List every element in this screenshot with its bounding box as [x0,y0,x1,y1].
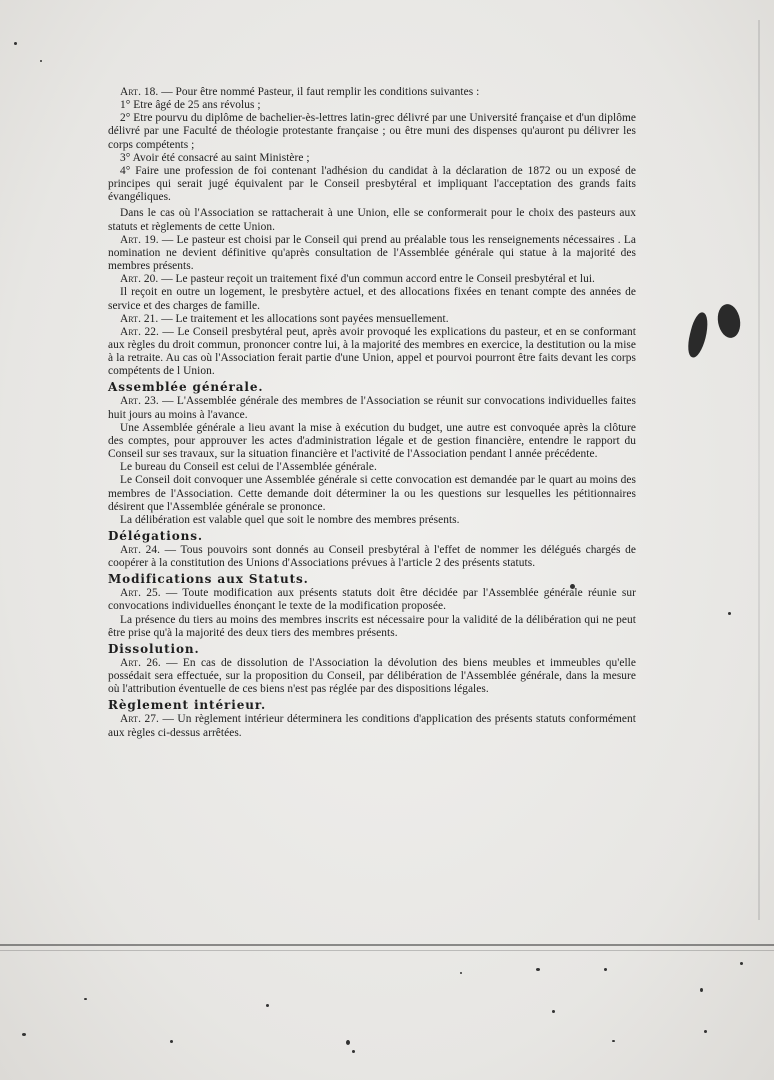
paragraph-text: 1° Etre âgé de 25 ans révolus ; [120,99,261,112]
article-number: Art. 19. [120,233,159,246]
paragraph-text: — Un règlement intérieur déterminera les conditions d'application des présents statuts conformément aux règles ci-dessus arrêtées. [108,713,636,739]
paragraph [108,587,636,613]
paragraph [108,207,636,233]
section-heading: Règlement intérieur. [108,698,267,713]
article-number: Art. 26. [120,656,161,669]
paragraph [108,461,636,474]
paragraph [108,152,636,165]
paragraph [108,713,636,739]
paragraph-text: — L'Assemblée générale des membres de l'Association se réunit sur convocations individuelles faites huit jours au moins à l'avance. [108,395,636,421]
paragraph-text: 2° Etre pourvu du diplôme de bachelier-ès-lettres latin-grec délivré par une Université française et d'un diplôme délivré par une Faculté de théologie protestante française ; ou être muni des dispenses qu'auront pu délivrer les corps compétents ; [108,112,636,151]
fold-line [0,944,774,946]
paragraph [108,234,636,273]
statuts-text [108,86,636,740]
section-modifications [108,573,636,640]
paragraph-text: — Tous pouvoirs sont donnés au Conseil presbytéral à l'effet de nommer les délégués chargés de coopérer à la constitution des Unions d'Associations prévues à l'article 2 des présents statuts. [108,544,636,570]
paragraph-text: 3° Avoir été consacré au saint Ministère ; [120,151,310,164]
section-heading: Assemblée générale. [108,380,264,395]
section-art22 [108,326,636,379]
paragraph [108,99,636,112]
section-art20 [108,273,636,312]
paragraph-text: Dans le cas où l'Association se rattacherait à une Union, elle se conformerait pour le choix des pasteurs aux statuts et règlements de cette Union. [108,207,636,233]
paragraph [108,86,636,99]
article-number: Art. 25. [120,587,161,600]
paragraph-text: — Toute modification aux présents statuts doit être décidée par l'Assemblée générale réunie sur convocations individuelles énonçant le texte de la modification proposée. [108,587,636,613]
article-number: Art. 27. [120,713,159,726]
paragraph [108,313,636,326]
section-assemblee [108,381,636,527]
paragraph [108,514,636,527]
paragraph [108,422,636,461]
paragraph [108,286,636,312]
paragraph-text: Il reçoit en outre un logement, le presbytère actuel, et des allocations fixées en tenant compte des années de service et des charges de famille. [108,286,636,312]
paragraph [108,544,636,570]
paragraph-text: — Le pasteur reçoit un traitement fixé d'un commun accord entre le Conseil presbytéral et lui. [158,273,595,286]
paragraph [108,165,636,204]
paragraph [108,614,636,640]
paragraph [108,395,636,421]
article-number: Art. 23. [120,395,159,408]
paragraph [108,474,636,513]
paragraph-text: La présence du tiers au moins des membres inscrits est nécessaire pour la validité de la délibération qui ne peut être prise qu'à la majorité des deux tiers des membres présents. [108,613,636,639]
paragraph-text: La délibération est valable quel que soit le nombre des membres présents. [120,513,460,526]
section-art21 [108,313,636,326]
paragraph [108,326,636,379]
paragraph-text: Une Assemblée générale a lieu avant la mise à exécution du budget, une autre est convoquée après la clôture des comptes, pour approuver les actes d'administration légale et de gestion financière, entendre le rapport du Conseil sur ses travaux, sur la situation financière et l'activité de l'Association pendant l année précédente. [108,421,636,461]
article-number: Art. 20. [120,273,159,286]
paragraph [108,112,636,151]
paragraph [108,273,636,286]
paragraph-text: 4° Faire une profession de foi contenant l'adhésion du candidat à la déclaration de 1872 ou un exposé de principes qui serait jugé équivalent par le Conseil presbytéral et impliquant l'acceptation des grands faits évangéliques. [108,164,636,204]
article-number: Art. 21. [120,312,159,325]
paragraph [108,657,636,696]
section-reglement [108,699,636,739]
paragraph-text: Le Conseil doit convoquer une Assemblée générale si cette convocation est demandée par le quart au moins des membres de l'Association. Cette demande doit déterminer la ou les questions sur lesquelles les pétitionnaires désirent que l'Assemblée générale se prononce. [108,474,636,513]
section-art18 [108,86,636,234]
article-number: Art. 18. [120,86,159,98]
section-delegations [108,530,636,570]
section-dissolution [108,643,636,696]
article-number: Art. 24. [120,544,161,556]
fold-line-secondary [0,950,774,951]
page-edge-shadow [758,20,760,920]
paragraph-text: — Le pasteur est choisi par le Conseil qui prend au préalable tous les renseignements nécessaires . La nomination ne devient définitive qu'après consultation de l'Assemblée générale qui statue à la majorité des membres présents. [108,233,636,273]
section-heading: Délégations. [108,529,203,543]
section-heading: Dissolution. [108,641,200,656]
paragraph-text: — Le traitement et les allocations sont payées mensuellement. [158,312,449,325]
paragraph-text: — En cas de dissolution de l'Association la dévolution des biens meubles et immeubles qu'elle possédait sera effectuée, sur la proposition du Conseil, par délibération de l'Assemblée générale, dans la mesure où l'attribution éventuelle de ces biens n'est pas réglée par des dispositions légales. [108,656,636,696]
article-number: Art. 22. [120,325,159,338]
section-art19 [108,234,636,273]
paragraph-text: — Le Conseil presbytéral peut, après avoir provoqué les explications du pasteur, et en se conformant aux règles du droit commun, prononcer contre lui, à la majorité des membres en exercice, la destitution ou la mise à la retraite. Au cas où l'Association ferait partie d'une Union, appel et pourvoi pourront être faits devant les corps compétents de l Union. [108,325,637,378]
paragraph-text: — Pour être nommé Pasteur, il faut remplir les conditions suivantes : [158,86,480,98]
paragraph-text: Le bureau du Conseil est celui de l'Assemblée générale. [120,461,377,474]
section-heading: Modifications aux Statuts. [108,572,309,587]
